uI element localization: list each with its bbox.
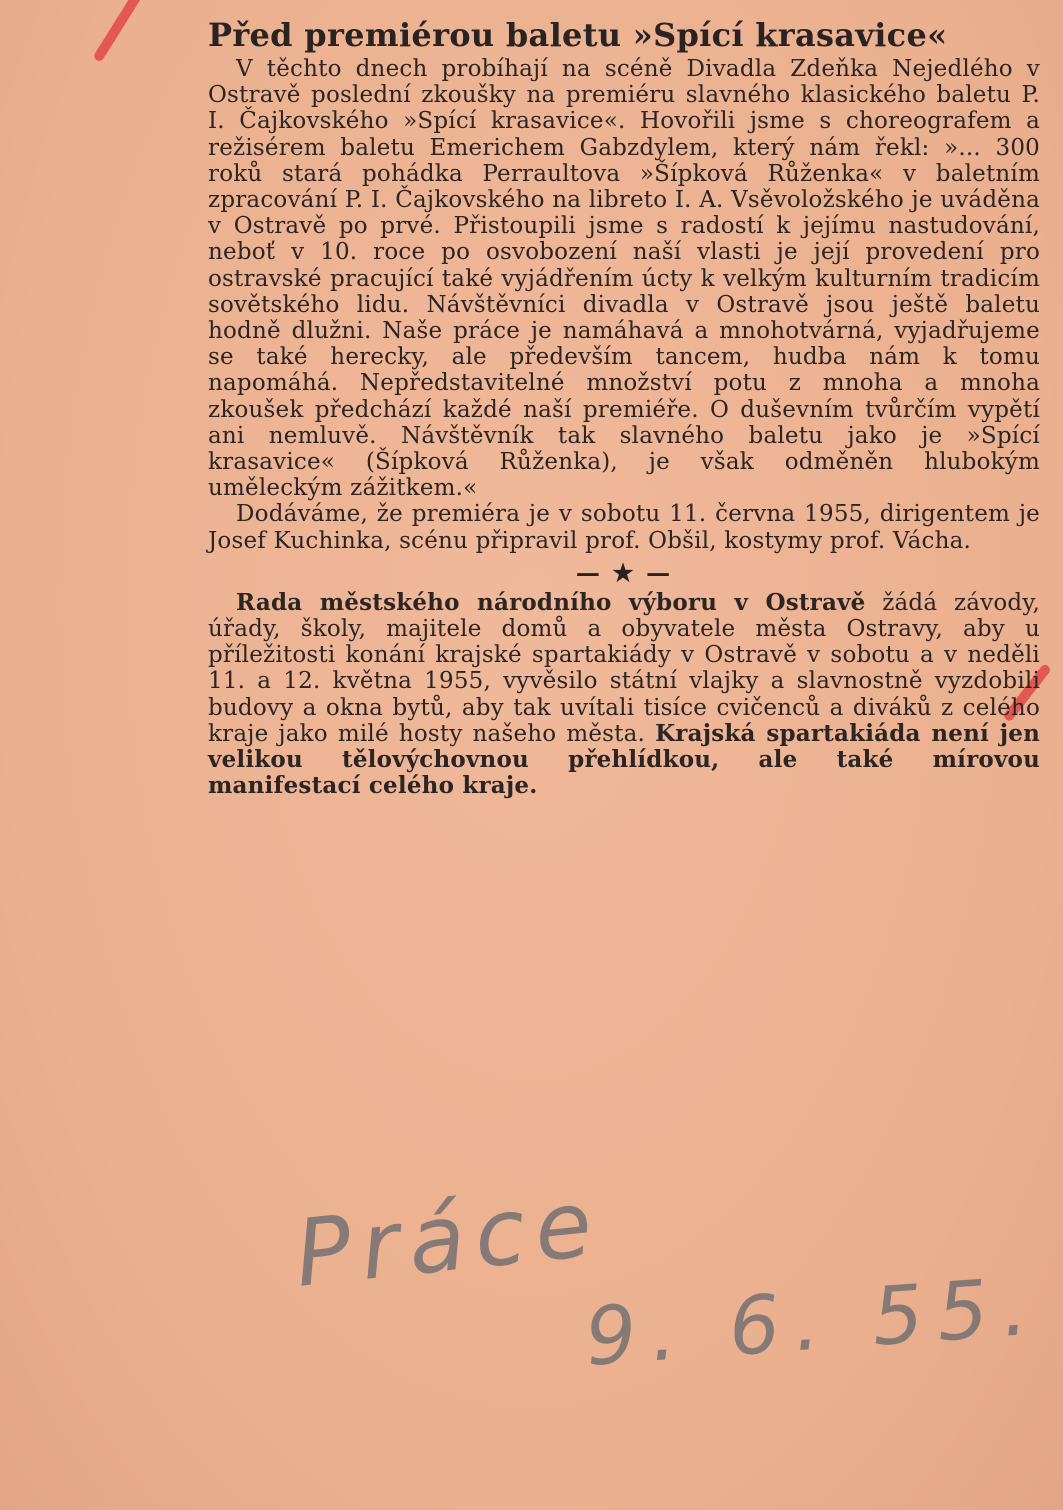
article <box>208 16 1040 799</box>
notice-lead: Rada městského národního výboru v Ostravě <box>236 588 866 616</box>
article-paragraph-premiere-details: Dodáváme, že premiéra je v sobotu 11. června 1955, dirigentem je Josef Kuchinka, scénu připravil prof. Obšil, kostymy prof. Vácha. <box>208 501 1040 554</box>
red-marker-stroke-top <box>92 0 142 63</box>
handwritten-date: 9. 6. 55. <box>582 1259 1045 1384</box>
article-paragraph-interview: V těchto dnech probíhají na scéně Divadla Zdeňka Nejedlého v Ostravě poslední zkoušky na premiéru slavného klasického baletu P. I. Čajkovského »Spící krasavice«. Hovořili jsme s choreografem a režisérem baletu Emerichem Gabzdylem, který nám řekl: »... 300 roků stará pohádka Perraultova »Šípková Růženka« v baletním zpracování P. I. Čajkovského na libreto I. A. Vsěvoložského je uváděna v Ostravě po prvé. Přistoupili jsme s radostí k jejímu nastudování, neboť v 10. roce po osvobození naší vlasti je její provedení pro ostravské pracující také vyjádřením úcty k velkým kulturním tradicím sovětského lidu. Návštěvníci divadla v Ostravě jsou ještě baletu hodně dlužni. Naše práce je namáhavá a mnohotvárná, vyjadřujeme se také herecky, ale především tancem, hudba nám k tomu napomáhá. Nepředstavitelné množství potu z mnoha a mnoha zkoušek předchází každé naší premiéře. O duševním tvůrčím vypětí ani nemluvě. Návštěvník tak slavného baletu jako je »Spící krasavice« (Šípková Růženka), je však odměněn hlubokým uměleckým zážitkem.« <box>208 56 1040 502</box>
star-separator: — ★ — <box>575 557 673 587</box>
notice-paragraph <box>208 590 1040 800</box>
article-headline: Před premiérou baletu »Spící krasavice« <box>208 16 948 54</box>
notice-bold-tail: Krajská spartakiáda není jen velikou tělovýchovnou přehlídkou, ale také mírovou manifestací celého kraje. <box>208 719 1040 800</box>
notice-body: žádá závody, úřady, školy, majitele domů a obyvatele města Ostravy, aby u příležitosti konání krajské spartakiády v Ostravě v sobotu a v neděli 11. a 12. května 1955, vyvěsilo státní vlajky a slavnostně vyzdobili budovy a okna bytů, aby tak uvítali tisíce cvičenců a diváků z celého kraje jako milé hosty našeho města. <box>208 589 1041 747</box>
handwritten-publication-name: Práce <box>290 1169 607 1308</box>
